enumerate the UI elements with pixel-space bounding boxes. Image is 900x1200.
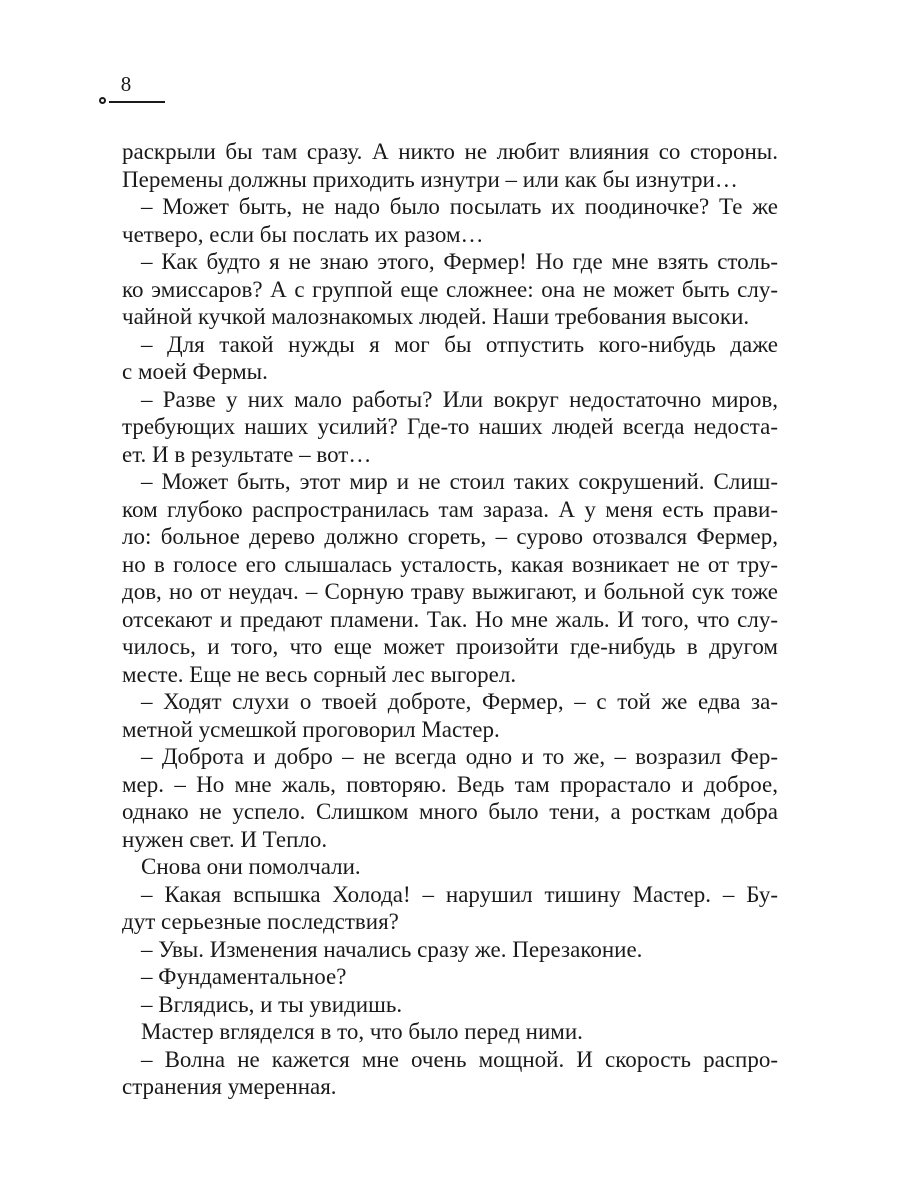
text-line: чилось, и того, что еще может произойти где-нибудь в другом <box>122 634 778 659</box>
text-line: Перемены должны приходить изнутри – или как бы изнутри… <box>122 166 738 192</box>
text-line: метной усмешкой проговорил Мастер. <box>122 716 500 742</box>
text-line: требующих наших усилий? Где-то наших людей всегда недоста- <box>122 414 778 439</box>
text-line: ком глубоко распространилась там зараза. А у меня есть прави- <box>122 496 778 522</box>
page-number: 8 <box>120 72 132 96</box>
ornament-ring-icon <box>99 97 106 104</box>
text-line: нужен свет. И Тепло. <box>122 826 328 852</box>
text-line: – Какая вспышка Холода! – нарушил тишину Мастер. – Бу- <box>141 881 778 907</box>
text-line: – Разве у них мало работы? Или вокруг недостаточно миров, <box>141 386 778 412</box>
text-line: странения умеренная. <box>122 1074 337 1099</box>
text-line: чайной кучкой малознакомых людей. Наши требования высоки. <box>122 304 750 329</box>
page-text <box>122 138 778 1101</box>
text-line: – Может быть, не надо было посылать их поодиночке? Те же <box>141 194 778 219</box>
text-line: отсекают и предают пламени. Так. Но мне жаль. И того, что слу- <box>122 606 778 632</box>
text-line: четверо, если бы послать их разом… <box>122 221 484 247</box>
text-line: – Для такой нужды я мог бы отпустить кого-нибудь даже <box>141 331 778 357</box>
text-line: – Может быть, этот мир и не стоил таких сокрушений. Слиш- <box>141 469 778 494</box>
text-line: ет. И в результате – вот… <box>122 441 372 467</box>
text-line: месте. Еще не весь сорный лес выгорел. <box>122 661 517 687</box>
text-line: Мастер вгляделся в то, что было перед ними. <box>141 1019 583 1044</box>
text-line: дут серьезные последствия? <box>122 909 399 934</box>
text-line: – Увы. Изменения начались сразу же. Перезаконие. <box>141 936 643 962</box>
text-line: однако не успело. Слишком много было тени, а росткам добра <box>122 799 778 824</box>
text-line: Снова они помолчали. <box>141 854 361 879</box>
text-line: – Вглядись, и ты увидишь. <box>141 991 403 1017</box>
text-line: раскрыли бы там сразу. А никто не любит влияния со стороны. <box>122 139 778 164</box>
text-line: ло: больное дерево должно сгореть, – сурово отозвался Фермер, <box>122 524 778 549</box>
ornament-rule <box>109 101 165 104</box>
text-line: но в голосе его слышалась усталость, какая возникает не от тру- <box>122 551 778 577</box>
text-line: – Ходят слухи о твоей доброте, Фермер, – с той же едва за- <box>141 689 778 714</box>
text-line: – Фундаментальное? <box>141 964 347 989</box>
text-line: с моей Фермы. <box>122 359 268 384</box>
text-line: дов, но от неудач. – Сорную траву выжигают, и больной сук тоже <box>122 579 778 604</box>
text-line: – Как будто я не знаю этого, Фермер! Но где мне взять столь- <box>141 249 778 274</box>
text-line: мер. – Но мне жаль, повторяю. Ведь там прорастало и доброе, <box>122 771 778 797</box>
text-line: – Волна не кажется мне очень мощной. И скорость распро- <box>141 1046 778 1072</box>
text-line: – Доброта и добро – не всегда одно и то же, – возразил Фер- <box>141 744 778 769</box>
text-line: ко эмиссаров? А с группой еще сложнее: она не может быть слу- <box>122 276 778 302</box>
